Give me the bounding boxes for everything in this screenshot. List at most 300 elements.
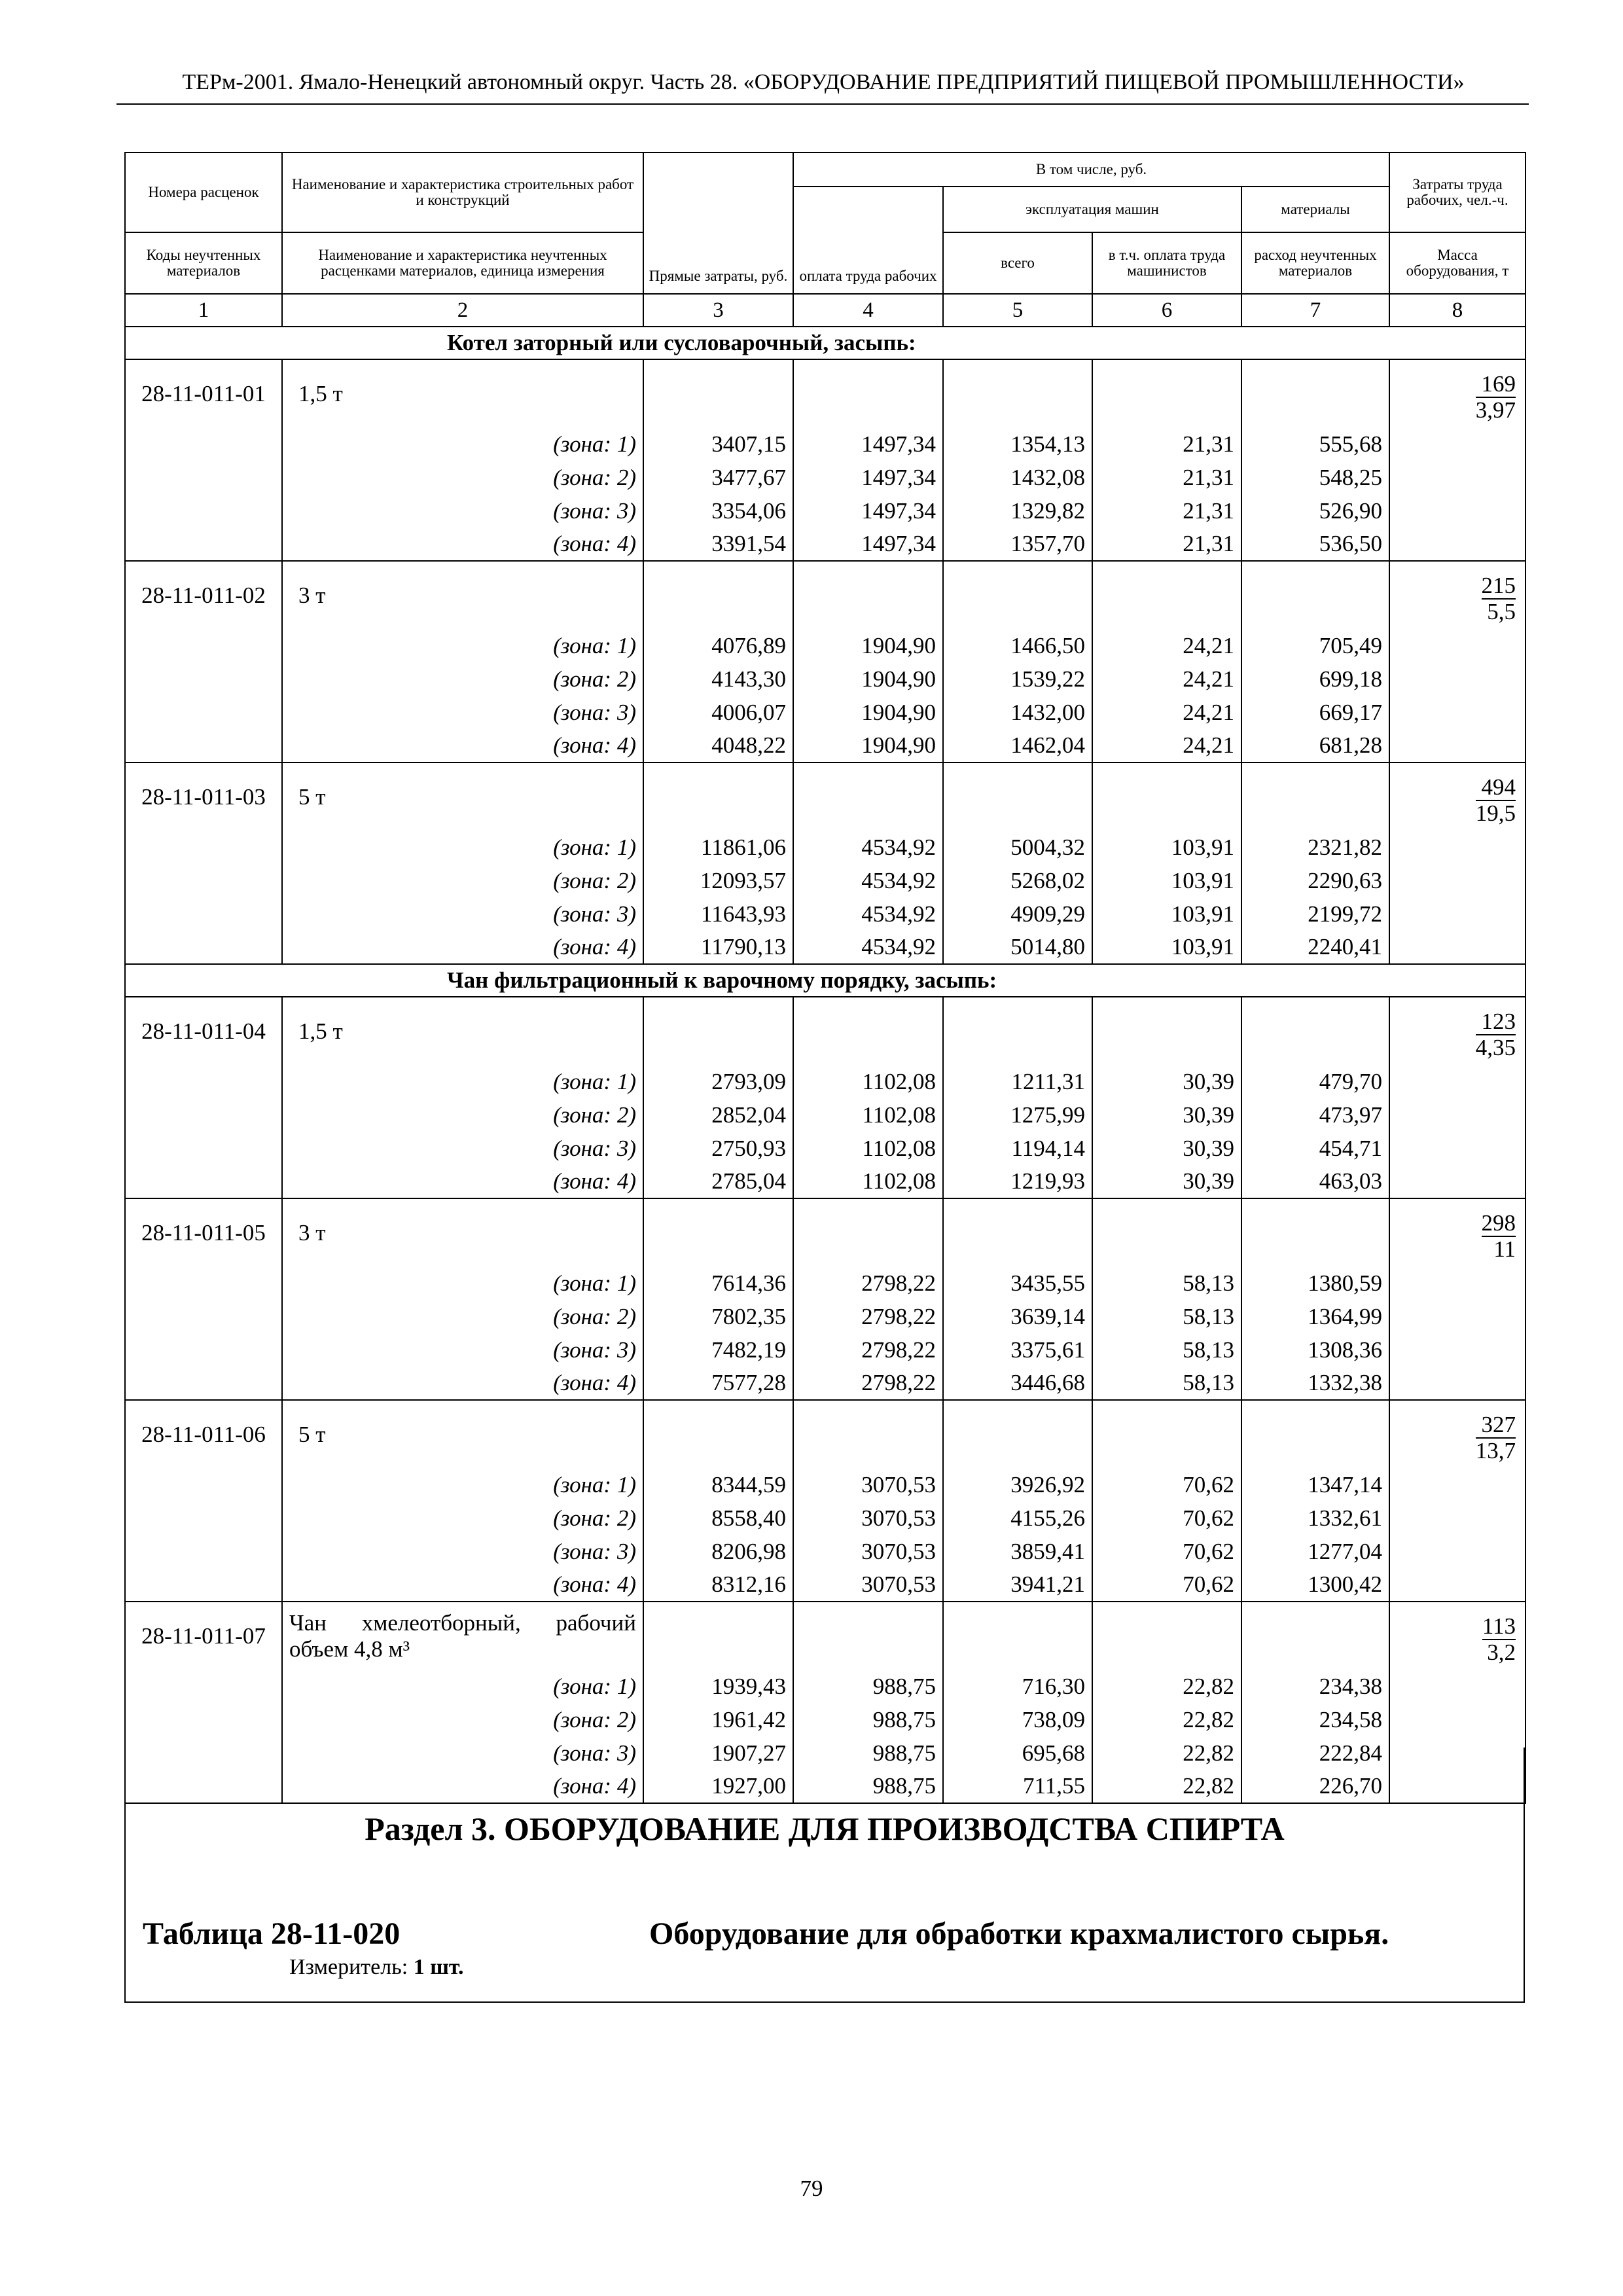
empty-cell <box>1389 1501 1525 1535</box>
value-mach-pay: 22,82 <box>1092 1736 1241 1770</box>
value-mach-pay: 103,91 <box>1092 931 1241 964</box>
empty-cell <box>125 1065 282 1098</box>
value-mach: 1219,93 <box>943 1165 1092 1198</box>
value-direct: 4006,07 <box>643 696 793 729</box>
mass-value: 13,7 <box>1475 1438 1516 1463</box>
empty-cell <box>1092 997 1241 1065</box>
zone-row <box>125 1333 1525 1367</box>
empty-cell <box>1389 461 1525 494</box>
rate-code: 28-11-011-05 <box>125 1198 282 1266</box>
value-mach: 3446,68 <box>943 1367 1092 1400</box>
empty-cell <box>943 359 1092 427</box>
value-mat: 234,38 <box>1241 1670 1389 1703</box>
empty-cell <box>1389 1098 1525 1132</box>
value-mat: 473,97 <box>1241 1098 1389 1132</box>
empty-cell <box>793 1400 943 1468</box>
rate-name <box>282 561 643 629</box>
empty-cell <box>1241 762 1389 831</box>
rate-name-text: 5 т <box>298 1421 326 1447</box>
value-direct: 12093,57 <box>643 864 793 897</box>
col-number: 1 <box>125 294 282 327</box>
labor-cost-value: 215 <box>1481 573 1516 598</box>
value-mach: 3375,61 <box>943 1333 1092 1367</box>
measure-line <box>289 1954 464 1981</box>
zone-row <box>125 1568 1525 1602</box>
empty-cell <box>793 359 943 427</box>
value-direct: 2852,04 <box>643 1098 793 1132</box>
zone-label: (зона: 1) <box>282 1468 643 1501</box>
value-pay: 4534,92 <box>793 931 943 964</box>
value-mach-pay: 58,13 <box>1092 1300 1241 1333</box>
value-mat: 454,71 <box>1241 1132 1389 1165</box>
value-pay: 3070,53 <box>793 1501 943 1535</box>
empty-cell <box>125 729 282 762</box>
value-mach: 1357,70 <box>943 528 1092 561</box>
empty-cell <box>1241 1400 1389 1468</box>
value-mat: 1364,99 <box>1241 1300 1389 1333</box>
value-pay: 1904,90 <box>793 729 943 762</box>
value-mach-pay: 103,91 <box>1092 831 1241 864</box>
rate-row <box>125 1198 1525 1266</box>
empty-cell <box>943 1400 1092 1468</box>
value-mach-pay: 58,13 <box>1092 1266 1241 1300</box>
rate-name-text: 1,5 т <box>298 380 343 406</box>
col-number: 3 <box>643 294 793 327</box>
empty-cell <box>125 494 282 528</box>
rate-row <box>125 762 1525 831</box>
value-mach: 1354,13 <box>943 427 1092 461</box>
zone-label: (зона: 1) <box>282 1065 643 1098</box>
value-mach-pay: 58,13 <box>1092 1333 1241 1367</box>
col-number: 7 <box>1241 294 1389 327</box>
zone-row <box>125 1098 1525 1132</box>
value-pay: 1497,34 <box>793 461 943 494</box>
rate-row <box>125 997 1525 1065</box>
value-direct: 8206,98 <box>643 1535 793 1568</box>
zone-row <box>125 1367 1525 1400</box>
empty-cell <box>125 831 282 864</box>
empty-cell <box>125 931 282 964</box>
zone-label: (зона: 4) <box>282 931 643 964</box>
rate-row <box>125 359 1525 427</box>
rate-code: 28-11-011-01 <box>125 359 282 427</box>
value-direct: 11790,13 <box>643 931 793 964</box>
col-header-machines: эксплуатация машин <box>943 187 1241 232</box>
value-direct: 7577,28 <box>643 1367 793 1400</box>
empty-cell <box>1092 1198 1241 1266</box>
value-mach: 5268,02 <box>943 864 1092 897</box>
value-pay: 1904,90 <box>793 662 943 696</box>
value-mat: 479,70 <box>1241 1065 1389 1098</box>
value-mat: 536,50 <box>1241 528 1389 561</box>
value-mach: 3859,41 <box>943 1535 1092 1568</box>
labor-mass-cell <box>1389 1400 1525 1468</box>
col-number: 5 <box>943 294 1092 327</box>
empty-cell <box>1389 729 1525 762</box>
empty-cell <box>125 1703 282 1736</box>
col-header-materials: материалы <box>1241 187 1389 232</box>
zone-row <box>125 528 1525 561</box>
rate-row <box>125 1400 1525 1468</box>
empty-cell <box>1389 494 1525 528</box>
empty-cell <box>1389 1568 1525 1602</box>
empty-cell <box>125 629 282 662</box>
empty-cell <box>1241 1602 1389 1670</box>
mass-value: 11 <box>1493 1236 1516 1262</box>
empty-cell <box>1241 1198 1389 1266</box>
value-mat: 222,84 <box>1241 1736 1389 1770</box>
value-direct: 7482,19 <box>643 1333 793 1367</box>
empty-cell <box>1389 1300 1525 1333</box>
empty-cell <box>125 1300 282 1333</box>
empty-cell <box>125 1367 282 1400</box>
labor-mass-cell <box>1389 561 1525 629</box>
empty-cell <box>1389 427 1525 461</box>
value-mach-pay: 30,39 <box>1092 1065 1241 1098</box>
value-mach-pay: 103,91 <box>1092 864 1241 897</box>
price-table <box>124 152 1526 1804</box>
value-mat: 1347,14 <box>1241 1468 1389 1501</box>
zone-row <box>125 629 1525 662</box>
rate-name-text: Чан хмелеотборный, рабочий объем 4,8 м³ <box>289 1609 636 1662</box>
value-mach-pay: 30,39 <box>1092 1165 1241 1198</box>
zone-label: (зона: 2) <box>282 461 643 494</box>
rate-code: 28-11-011-02 <box>125 561 282 629</box>
value-pay: 4534,92 <box>793 864 943 897</box>
value-mat: 705,49 <box>1241 629 1389 662</box>
zone-row <box>125 1132 1525 1165</box>
rate-name-text: 5 т <box>298 783 326 810</box>
labor-mass-cell <box>1389 997 1525 1065</box>
empty-cell <box>125 1468 282 1501</box>
group-spacer <box>125 327 282 359</box>
empty-cell <box>1389 1333 1525 1367</box>
value-pay: 988,75 <box>793 1670 943 1703</box>
zone-row <box>125 1065 1525 1098</box>
value-mach: 3941,21 <box>943 1568 1092 1602</box>
value-mat: 1380,59 <box>1241 1266 1389 1300</box>
value-direct: 8312,16 <box>643 1568 793 1602</box>
zone-label: (зона: 3) <box>282 1736 643 1770</box>
value-pay: 1102,08 <box>793 1098 943 1132</box>
value-pay: 1102,08 <box>793 1065 943 1098</box>
value-mat: 699,18 <box>1241 662 1389 696</box>
zone-row <box>125 1300 1525 1333</box>
rate-name <box>282 1602 643 1670</box>
empty-cell <box>943 762 1092 831</box>
empty-cell <box>125 1132 282 1165</box>
empty-cell <box>125 1670 282 1703</box>
value-mach-pay: 70,62 <box>1092 1568 1241 1602</box>
labor-mass-cell <box>1389 1198 1525 1266</box>
measure-value: 1 шт. <box>413 1955 464 1979</box>
labor-cost-value: 494 <box>1476 775 1516 801</box>
empty-cell <box>643 561 793 629</box>
empty-cell <box>643 1400 793 1468</box>
empty-cell <box>1389 1132 1525 1165</box>
labor-mass-fraction <box>1482 1614 1516 1665</box>
mass-value: 3,97 <box>1475 397 1516 423</box>
value-pay: 2798,22 <box>793 1333 943 1367</box>
value-mach-pay: 21,31 <box>1092 427 1241 461</box>
zone-row <box>125 931 1525 964</box>
empty-cell <box>943 1198 1092 1266</box>
group-row <box>125 964 1525 997</box>
rate-name <box>282 359 643 427</box>
value-mach-pay: 24,21 <box>1092 729 1241 762</box>
col-number: 4 <box>793 294 943 327</box>
labor-mass-cell <box>1389 1602 1525 1670</box>
empty-cell <box>1092 1400 1241 1468</box>
value-pay: 2798,22 <box>793 1300 943 1333</box>
rate-name-text: 3 т <box>298 1219 326 1246</box>
empty-cell <box>125 1098 282 1132</box>
rate-code: 28-11-011-04 <box>125 997 282 1065</box>
value-mat: 555,68 <box>1241 427 1389 461</box>
labor-mass-fraction <box>1476 1009 1516 1060</box>
zone-label: (зона: 4) <box>282 1568 643 1602</box>
rate-code: 28-11-011-06 <box>125 1400 282 1468</box>
zone-label: (зона: 3) <box>282 1132 643 1165</box>
col-header-incl: В том числе, руб. <box>793 152 1389 187</box>
empty-cell <box>1389 662 1525 696</box>
col-header-mass: Масса оборудования, т <box>1389 232 1525 294</box>
value-pay: 3070,53 <box>793 1568 943 1602</box>
zone-label: (зона: 1) <box>282 427 643 461</box>
value-mat: 2240,41 <box>1241 931 1389 964</box>
zone-label: (зона: 4) <box>282 1770 643 1803</box>
value-direct: 4048,22 <box>643 729 793 762</box>
labor-mass-fraction <box>1476 372 1516 423</box>
value-pay: 1497,34 <box>793 528 943 561</box>
value-mach: 1275,99 <box>943 1098 1092 1132</box>
zone-label: (зона: 3) <box>282 1333 643 1367</box>
zone-label: (зона: 2) <box>282 1300 643 1333</box>
zone-label: (зона: 3) <box>282 696 643 729</box>
value-mat: 2199,72 <box>1241 897 1389 931</box>
value-direct: 1939,43 <box>643 1670 793 1703</box>
value-pay: 3070,53 <box>793 1468 943 1501</box>
empty-cell <box>125 696 282 729</box>
empty-cell <box>125 1501 282 1535</box>
empty-cell <box>125 461 282 494</box>
empty-cell <box>793 997 943 1065</box>
value-mach-pay: 103,91 <box>1092 897 1241 931</box>
value-mat: 1308,36 <box>1241 1333 1389 1367</box>
empty-cell <box>643 359 793 427</box>
value-direct: 4143,30 <box>643 662 793 696</box>
group-row <box>125 327 1525 359</box>
group-title: Чан фильтрационный к варочному порядку, засыпь: <box>282 964 1525 997</box>
rate-name <box>282 762 643 831</box>
zone-row <box>125 662 1525 696</box>
value-mat: 1332,38 <box>1241 1367 1389 1400</box>
value-pay: 988,75 <box>793 1703 943 1736</box>
empty-cell <box>125 1568 282 1602</box>
value-mach: 738,09 <box>943 1703 1092 1736</box>
rate-row <box>125 561 1525 629</box>
table-description: Оборудование для обработки крахмалистого сырья. <box>649 1916 1389 1951</box>
value-mat: 2290,63 <box>1241 864 1389 897</box>
value-mach-pay: 30,39 <box>1092 1098 1241 1132</box>
empty-cell <box>1389 1703 1525 1736</box>
empty-cell <box>1389 931 1525 964</box>
labor-mass-fraction <box>1476 1412 1516 1463</box>
zone-row <box>125 1165 1525 1198</box>
page-number: 79 <box>800 2176 823 2201</box>
value-mat: 234,58 <box>1241 1703 1389 1736</box>
value-direct: 1907,27 <box>643 1736 793 1770</box>
rate-name <box>282 1400 643 1468</box>
empty-cell <box>1389 1535 1525 1568</box>
group-title: Котел заторный или сусловарочный, засыпь: <box>282 327 1525 359</box>
zone-label: (зона: 3) <box>282 1535 643 1568</box>
value-direct: 4076,89 <box>643 629 793 662</box>
empty-cell <box>1389 1468 1525 1501</box>
value-mach-pay: 30,39 <box>1092 1132 1241 1165</box>
value-direct: 8558,40 <box>643 1501 793 1535</box>
zone-row <box>125 494 1525 528</box>
group-spacer <box>125 964 282 997</box>
value-mach-pay: 24,21 <box>1092 662 1241 696</box>
zone-label: (зона: 2) <box>282 1098 643 1132</box>
value-mach: 4909,29 <box>943 897 1092 931</box>
mass-value: 3,2 <box>1487 1640 1516 1665</box>
value-mach-pay: 70,62 <box>1092 1535 1241 1568</box>
col-header-name-bottom: Наименование и характеристика неучтенных расценками материалов, единица измерения <box>282 232 643 294</box>
empty-cell <box>1241 997 1389 1065</box>
empty-cell <box>1241 561 1389 629</box>
empty-cell <box>643 997 793 1065</box>
value-mach: 3639,14 <box>943 1300 1092 1333</box>
empty-cell <box>125 1165 282 1198</box>
value-mach: 1432,00 <box>943 696 1092 729</box>
col-header-machines-labor: в т.ч. оплата труда машинистов <box>1092 232 1241 294</box>
value-mach-pay: 21,31 <box>1092 528 1241 561</box>
value-mach-pay: 22,82 <box>1092 1670 1241 1703</box>
measure-label: Измеритель: <box>289 1955 408 1979</box>
col-header-direct: Прямые затраты, руб. <box>643 152 793 294</box>
value-mat: 1332,61 <box>1241 1501 1389 1535</box>
rate-name-text: 3 т <box>298 582 326 608</box>
zone-row <box>125 1703 1525 1736</box>
empty-cell <box>1389 864 1525 897</box>
zone-label: (зона: 1) <box>282 831 643 864</box>
empty-cell <box>1389 1266 1525 1300</box>
empty-cell <box>1389 1065 1525 1098</box>
rate-row <box>125 1602 1525 1670</box>
rate-code: 28-11-011-07 <box>125 1602 282 1670</box>
labor-cost-value: 113 <box>1482 1613 1516 1639</box>
empty-cell <box>1389 528 1525 561</box>
empty-cell <box>1389 696 1525 729</box>
empty-cell <box>943 561 1092 629</box>
section-footer <box>124 1748 1525 2003</box>
value-mach: 1211,31 <box>943 1065 1092 1098</box>
value-pay: 4534,92 <box>793 831 943 864</box>
zone-row <box>125 864 1525 897</box>
col-number: 6 <box>1092 294 1241 327</box>
table-id: Таблица 28-11-020 <box>143 1916 401 1951</box>
value-direct: 1961,42 <box>643 1703 793 1736</box>
zone-label: (зона: 3) <box>282 897 643 931</box>
value-mat: 681,28 <box>1241 729 1389 762</box>
zone-row <box>125 1535 1525 1568</box>
value-direct: 11861,06 <box>643 831 793 864</box>
value-mach-pay: 24,21 <box>1092 696 1241 729</box>
zone-row <box>125 729 1525 762</box>
empty-cell <box>1389 831 1525 864</box>
mass-value: 19,5 <box>1475 800 1516 826</box>
value-mat: 548,25 <box>1241 461 1389 494</box>
value-pay: 4534,92 <box>793 897 943 931</box>
empty-cell <box>793 762 943 831</box>
value-mach: 3435,55 <box>943 1266 1092 1300</box>
value-mach: 1462,04 <box>943 729 1092 762</box>
empty-cell <box>1092 1602 1241 1670</box>
zone-row <box>125 831 1525 864</box>
value-pay: 988,75 <box>793 1736 943 1770</box>
value-mach-pay: 70,62 <box>1092 1468 1241 1501</box>
empty-cell <box>1389 897 1525 931</box>
value-mach: 3926,92 <box>943 1468 1092 1501</box>
zone-label: (зона: 4) <box>282 1165 643 1198</box>
empty-cell <box>943 1602 1092 1670</box>
value-mach: 1539,22 <box>943 662 1092 696</box>
empty-cell <box>793 561 943 629</box>
value-pay: 1497,34 <box>793 427 943 461</box>
value-mat: 526,90 <box>1241 494 1389 528</box>
value-pay: 1904,90 <box>793 629 943 662</box>
value-pay: 1102,08 <box>793 1132 943 1165</box>
value-direct: 2785,04 <box>643 1165 793 1198</box>
value-mach-pay: 58,13 <box>1092 1367 1241 1400</box>
empty-cell <box>943 997 1092 1065</box>
empty-cell <box>1389 1367 1525 1400</box>
value-mat: 669,17 <box>1241 696 1389 729</box>
zone-row <box>125 427 1525 461</box>
value-direct: 2793,09 <box>643 1065 793 1098</box>
value-direct: 3477,67 <box>643 461 793 494</box>
value-mach: 5014,80 <box>943 931 1092 964</box>
header-rule <box>116 103 1529 105</box>
zone-label: (зона: 2) <box>282 1703 643 1736</box>
value-mach: 1432,08 <box>943 461 1092 494</box>
page-header: ТЕРм-2001. Ямало-Ненецкий автономный округ. Часть 28. «ОБОРУДОВАНИЕ ПРЕДПРИЯТИЙ ПИЩЕВОЙ ПРОМЫШЛЕННОСТИ» <box>182 70 1465 94</box>
value-direct: 11643,93 <box>643 897 793 931</box>
value-mat: 1300,42 <box>1241 1568 1389 1602</box>
value-direct: 1927,00 <box>643 1770 793 1803</box>
value-mach-pay: 21,31 <box>1092 494 1241 528</box>
value-mach-pay: 22,82 <box>1092 1770 1241 1803</box>
zone-label: (зона: 4) <box>282 729 643 762</box>
zone-row <box>125 1468 1525 1501</box>
zone-label: (зона: 2) <box>282 662 643 696</box>
value-pay: 1102,08 <box>793 1165 943 1198</box>
zone-label: (зона: 3) <box>282 494 643 528</box>
value-pay: 1904,90 <box>793 696 943 729</box>
empty-cell <box>1241 359 1389 427</box>
value-mat: 2321,82 <box>1241 831 1389 864</box>
value-pay: 1497,34 <box>793 494 943 528</box>
empty-cell <box>125 864 282 897</box>
value-pay: 2798,22 <box>793 1367 943 1400</box>
empty-cell <box>125 662 282 696</box>
col-header-labor: Затраты труда рабочих, чел.-ч. <box>1389 152 1525 232</box>
empty-cell <box>1389 629 1525 662</box>
value-mach: 1194,14 <box>943 1132 1092 1165</box>
value-mat: 1277,04 <box>1241 1535 1389 1568</box>
